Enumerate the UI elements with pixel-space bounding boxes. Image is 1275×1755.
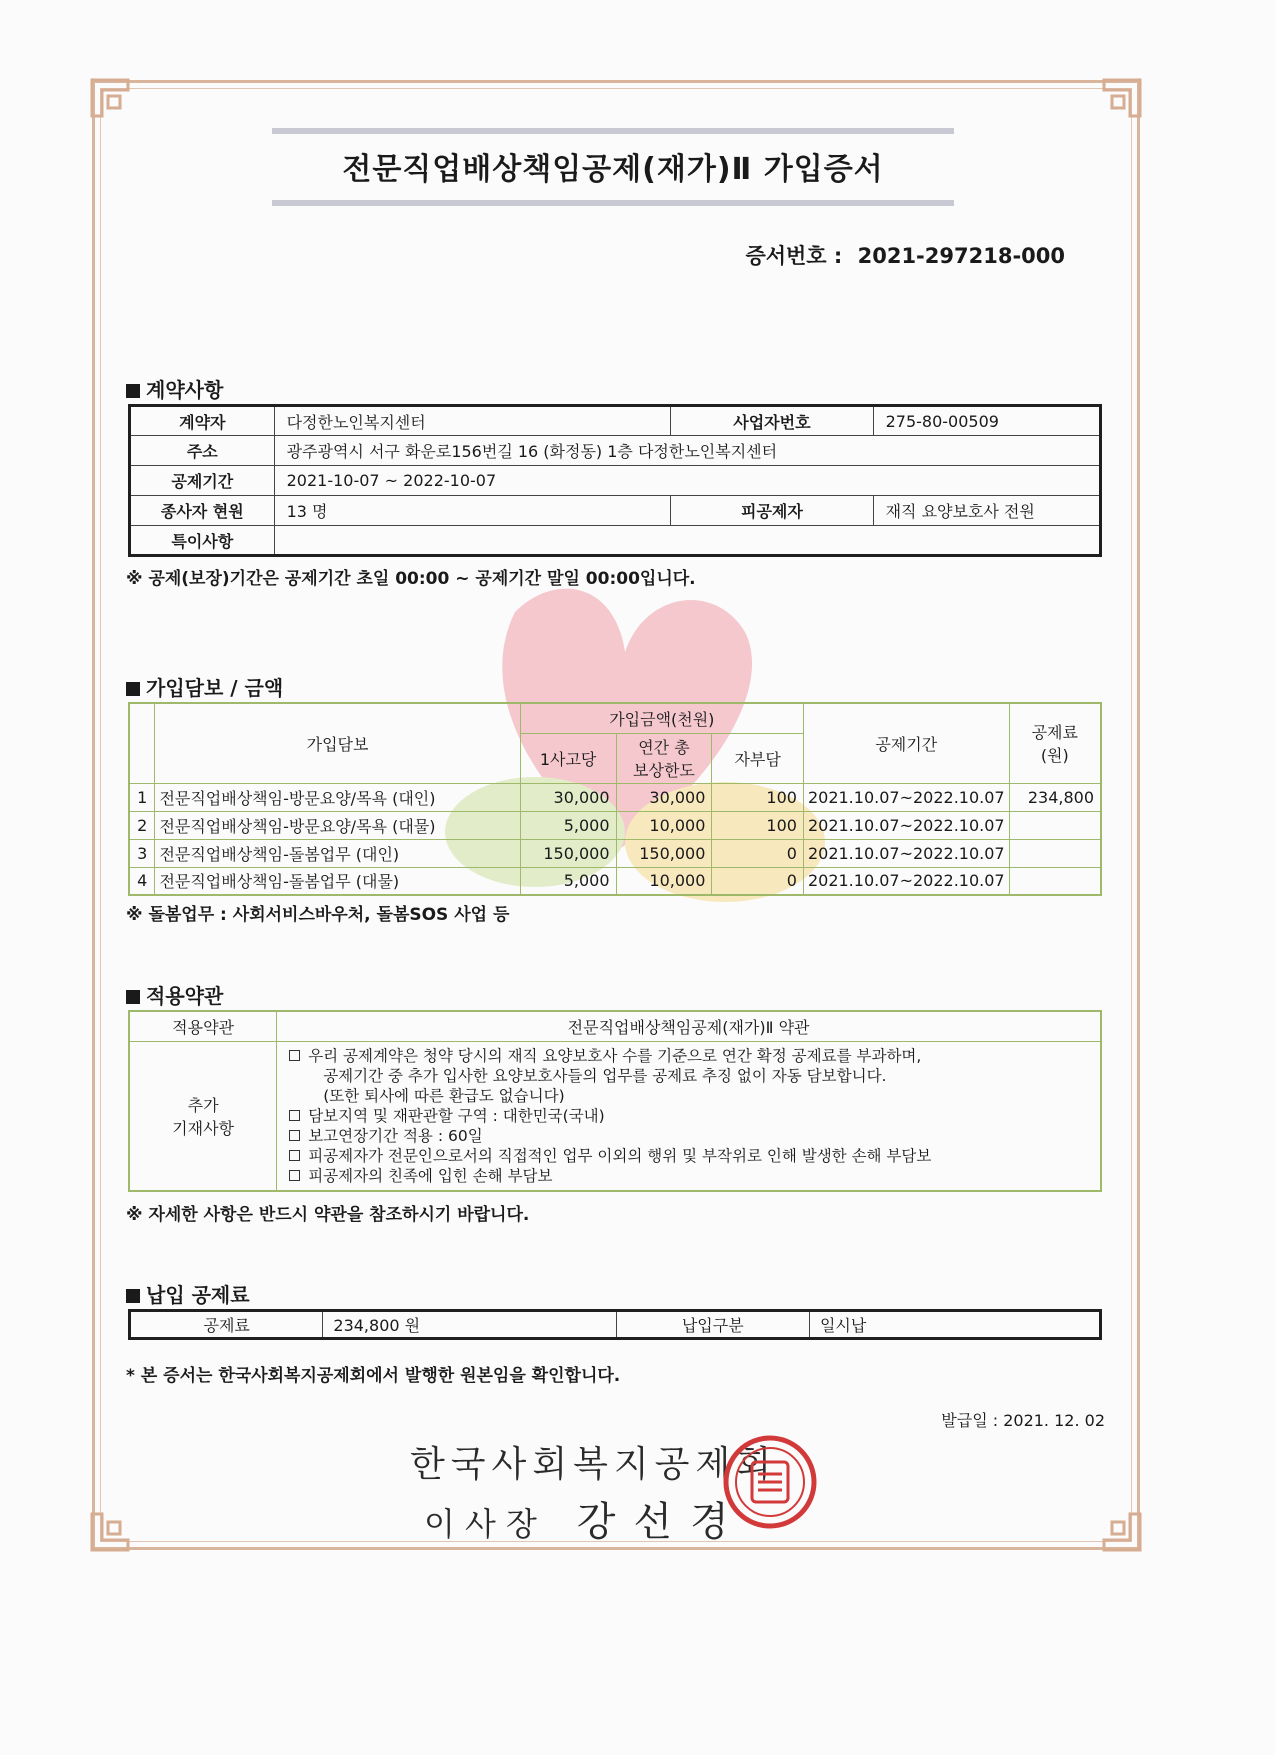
coverage-table <box>128 702 1102 896</box>
issue-date: 발급일 : 2021. 12. 02 <box>941 1411 1105 1430</box>
square-bullet-icon <box>126 990 140 1004</box>
checkbox-square-icon <box>289 1050 300 1061</box>
payment-type-value: 일시납 <box>809 1311 1100 1339</box>
chair-title: 이사장 <box>424 1505 547 1543</box>
premium-table <box>128 1309 1102 1340</box>
special-value <box>274 526 1100 556</box>
list-item: 보고연장기간 적용 : 60일 <box>289 1126 1092 1146</box>
table-row <box>129 1041 1101 1191</box>
corner-ornament <box>1098 1508 1144 1554</box>
insured-value: 재직 요양보호사 전원 <box>873 496 1100 526</box>
issuer-chair <box>424 1490 747 1547</box>
table-row <box>130 466 1101 496</box>
corner-ornament <box>88 76 134 122</box>
table-row <box>130 526 1101 556</box>
list-item: (또한 퇴사에 따른 환급도 없습니다) <box>323 1086 565 1105</box>
corner-ornament <box>88 1508 134 1554</box>
staff-value: 13 명 <box>274 496 671 526</box>
certificate-number-label: 증서번호 : <box>745 244 843 268</box>
original-confirmation: * 본 증서는 한국사회복지공제회에서 발행한 원본임을 확인합니다. <box>126 1366 621 1386</box>
terms-table <box>128 1010 1102 1192</box>
official-seal-icon <box>722 1434 818 1530</box>
period-value: 2021-10-07 ~ 2022-10-07 <box>274 466 1100 496</box>
title-rule-bottom <box>272 200 954 206</box>
terms-note: ※ 자세한 사항은 반드시 약관을 참조하시기 바랍니다. <box>126 1205 530 1225</box>
contractor-value: 다정한노인복지센터 <box>274 406 671 436</box>
annual-limit-header: 연간 총 보상한도 <box>616 734 712 783</box>
premium-label: 공제료 <box>130 1311 323 1339</box>
table-row: 1 전문직업배상책임-방문요양/목욕 (대인) 30,000 30,000 100 2021.10.07~2022.10.07 234,800 <box>129 783 1101 811</box>
period-label: 공제기간 <box>130 466 275 496</box>
checkbox-square-icon <box>289 1170 300 1181</box>
section-heading-premium: 납입 공제료 <box>126 1279 250 1308</box>
table-row <box>130 496 1101 526</box>
contractor-label: 계약자 <box>130 406 275 436</box>
extra-items-label: 추가 기재사항 <box>129 1041 277 1191</box>
checkbox-square-icon <box>289 1110 300 1121</box>
list-item: 피공제자의 친족에 입힌 손해 부담보 <box>289 1166 1092 1186</box>
contract-table <box>128 404 1102 557</box>
biz-no-value: 275-80-00509 <box>873 406 1100 436</box>
table-row: 2 전문직업배상책임-방문요양/목욕 (대물) 5,000 10,000 100 2021.10.07~2022.10.07 <box>129 811 1101 839</box>
special-label: 특이사항 <box>130 526 275 556</box>
table-row <box>130 406 1101 436</box>
certificate-number-value: 2021-297218-000 <box>857 244 1065 268</box>
premium-amount: 234,800 원 <box>323 1311 616 1339</box>
table-row <box>130 1311 1101 1339</box>
coverage-header: 가입담보 <box>155 703 520 783</box>
square-bullet-icon <box>126 1289 140 1303</box>
amount-group-header: 가입금액(천원) <box>520 703 803 734</box>
extra-items-list <box>277 1041 1101 1191</box>
table-row <box>130 436 1101 466</box>
coverage-note: ※ 돌봄업무 : 사회서비스바우처, 돌봄SOS 사업 등 <box>126 905 510 925</box>
section-heading-terms: 적용약관 <box>126 980 223 1009</box>
section-heading-coverage: 가입담보 / 금액 <box>126 672 283 701</box>
address-label: 주소 <box>130 436 275 466</box>
staff-label: 종사자 현원 <box>130 496 275 526</box>
period-header: 공제기간 <box>803 703 1009 783</box>
table-header-row <box>129 703 1101 734</box>
list-item: 담보지역 및 재판관할 구역 : 대한민국(국내) <box>289 1106 1092 1126</box>
title-rule-top <box>272 128 954 134</box>
table-row: 4 전문직업배상책임-돌봄업무 (대물) 5,000 10,000 0 2021.10.07~2022.10.07 <box>129 867 1101 895</box>
section-heading-contract: 계약사항 <box>126 374 223 403</box>
list-item: 피공제자가 전문인으로서의 직접적인 업무 이외의 행위 및 부작위로 인해 발생한 손해 부담보 <box>289 1146 1092 1166</box>
document-title: 전문직업배상책임공제(재가)Ⅱ 가입증서 <box>342 152 884 187</box>
list-item: 우리 공제계약은 청약 당시의 재직 요양보호사 수를 기준으로 연간 확정 공제료를 부과하며, <box>289 1046 1092 1066</box>
terms-value: 전문직업배상책임공제(재가)Ⅱ 약관 <box>277 1011 1101 1041</box>
corner-ornament <box>1098 76 1144 122</box>
deductible-header: 자부담 <box>712 734 804 783</box>
square-bullet-icon <box>126 682 140 696</box>
per-accident-header: 1사고당 <box>520 734 616 783</box>
table-row: 3 전문직업배상책임-돌봄업무 (대인) 150,000 150,000 0 2021.10.07~2022.10.07 <box>129 839 1101 867</box>
square-bullet-icon <box>126 384 140 398</box>
checkbox-square-icon <box>289 1150 300 1161</box>
address-value: 광주광역시 서구 화운로156번길 16 (화정동) 1층 다정한노인복지센터 <box>274 436 1100 466</box>
issuer-org: 한국사회복지공제회 <box>410 1444 777 1485</box>
chair-name: 강선경 <box>576 1499 747 1545</box>
insured-label: 피공제자 <box>671 496 873 526</box>
table-row <box>129 1011 1101 1041</box>
checkbox-square-icon <box>289 1130 300 1141</box>
certificate-number <box>745 240 1065 270</box>
premium-header: 공제료 (원) <box>1009 703 1101 783</box>
terms-label: 적용약관 <box>129 1011 277 1041</box>
list-item: 공제기간 중 추가 입사한 요양보호사들의 업무를 공제료 추징 없이 자동 담보합니다. <box>323 1066 887 1085</box>
contract-note: ※ 공제(보장)기간은 공제기간 초일 00:00 ~ 공제기간 말일 00:00입니다. <box>126 569 696 589</box>
payment-type-label: 납입구분 <box>616 1311 809 1339</box>
biz-no-label: 사업자번호 <box>671 406 873 436</box>
blank-header <box>129 703 155 783</box>
